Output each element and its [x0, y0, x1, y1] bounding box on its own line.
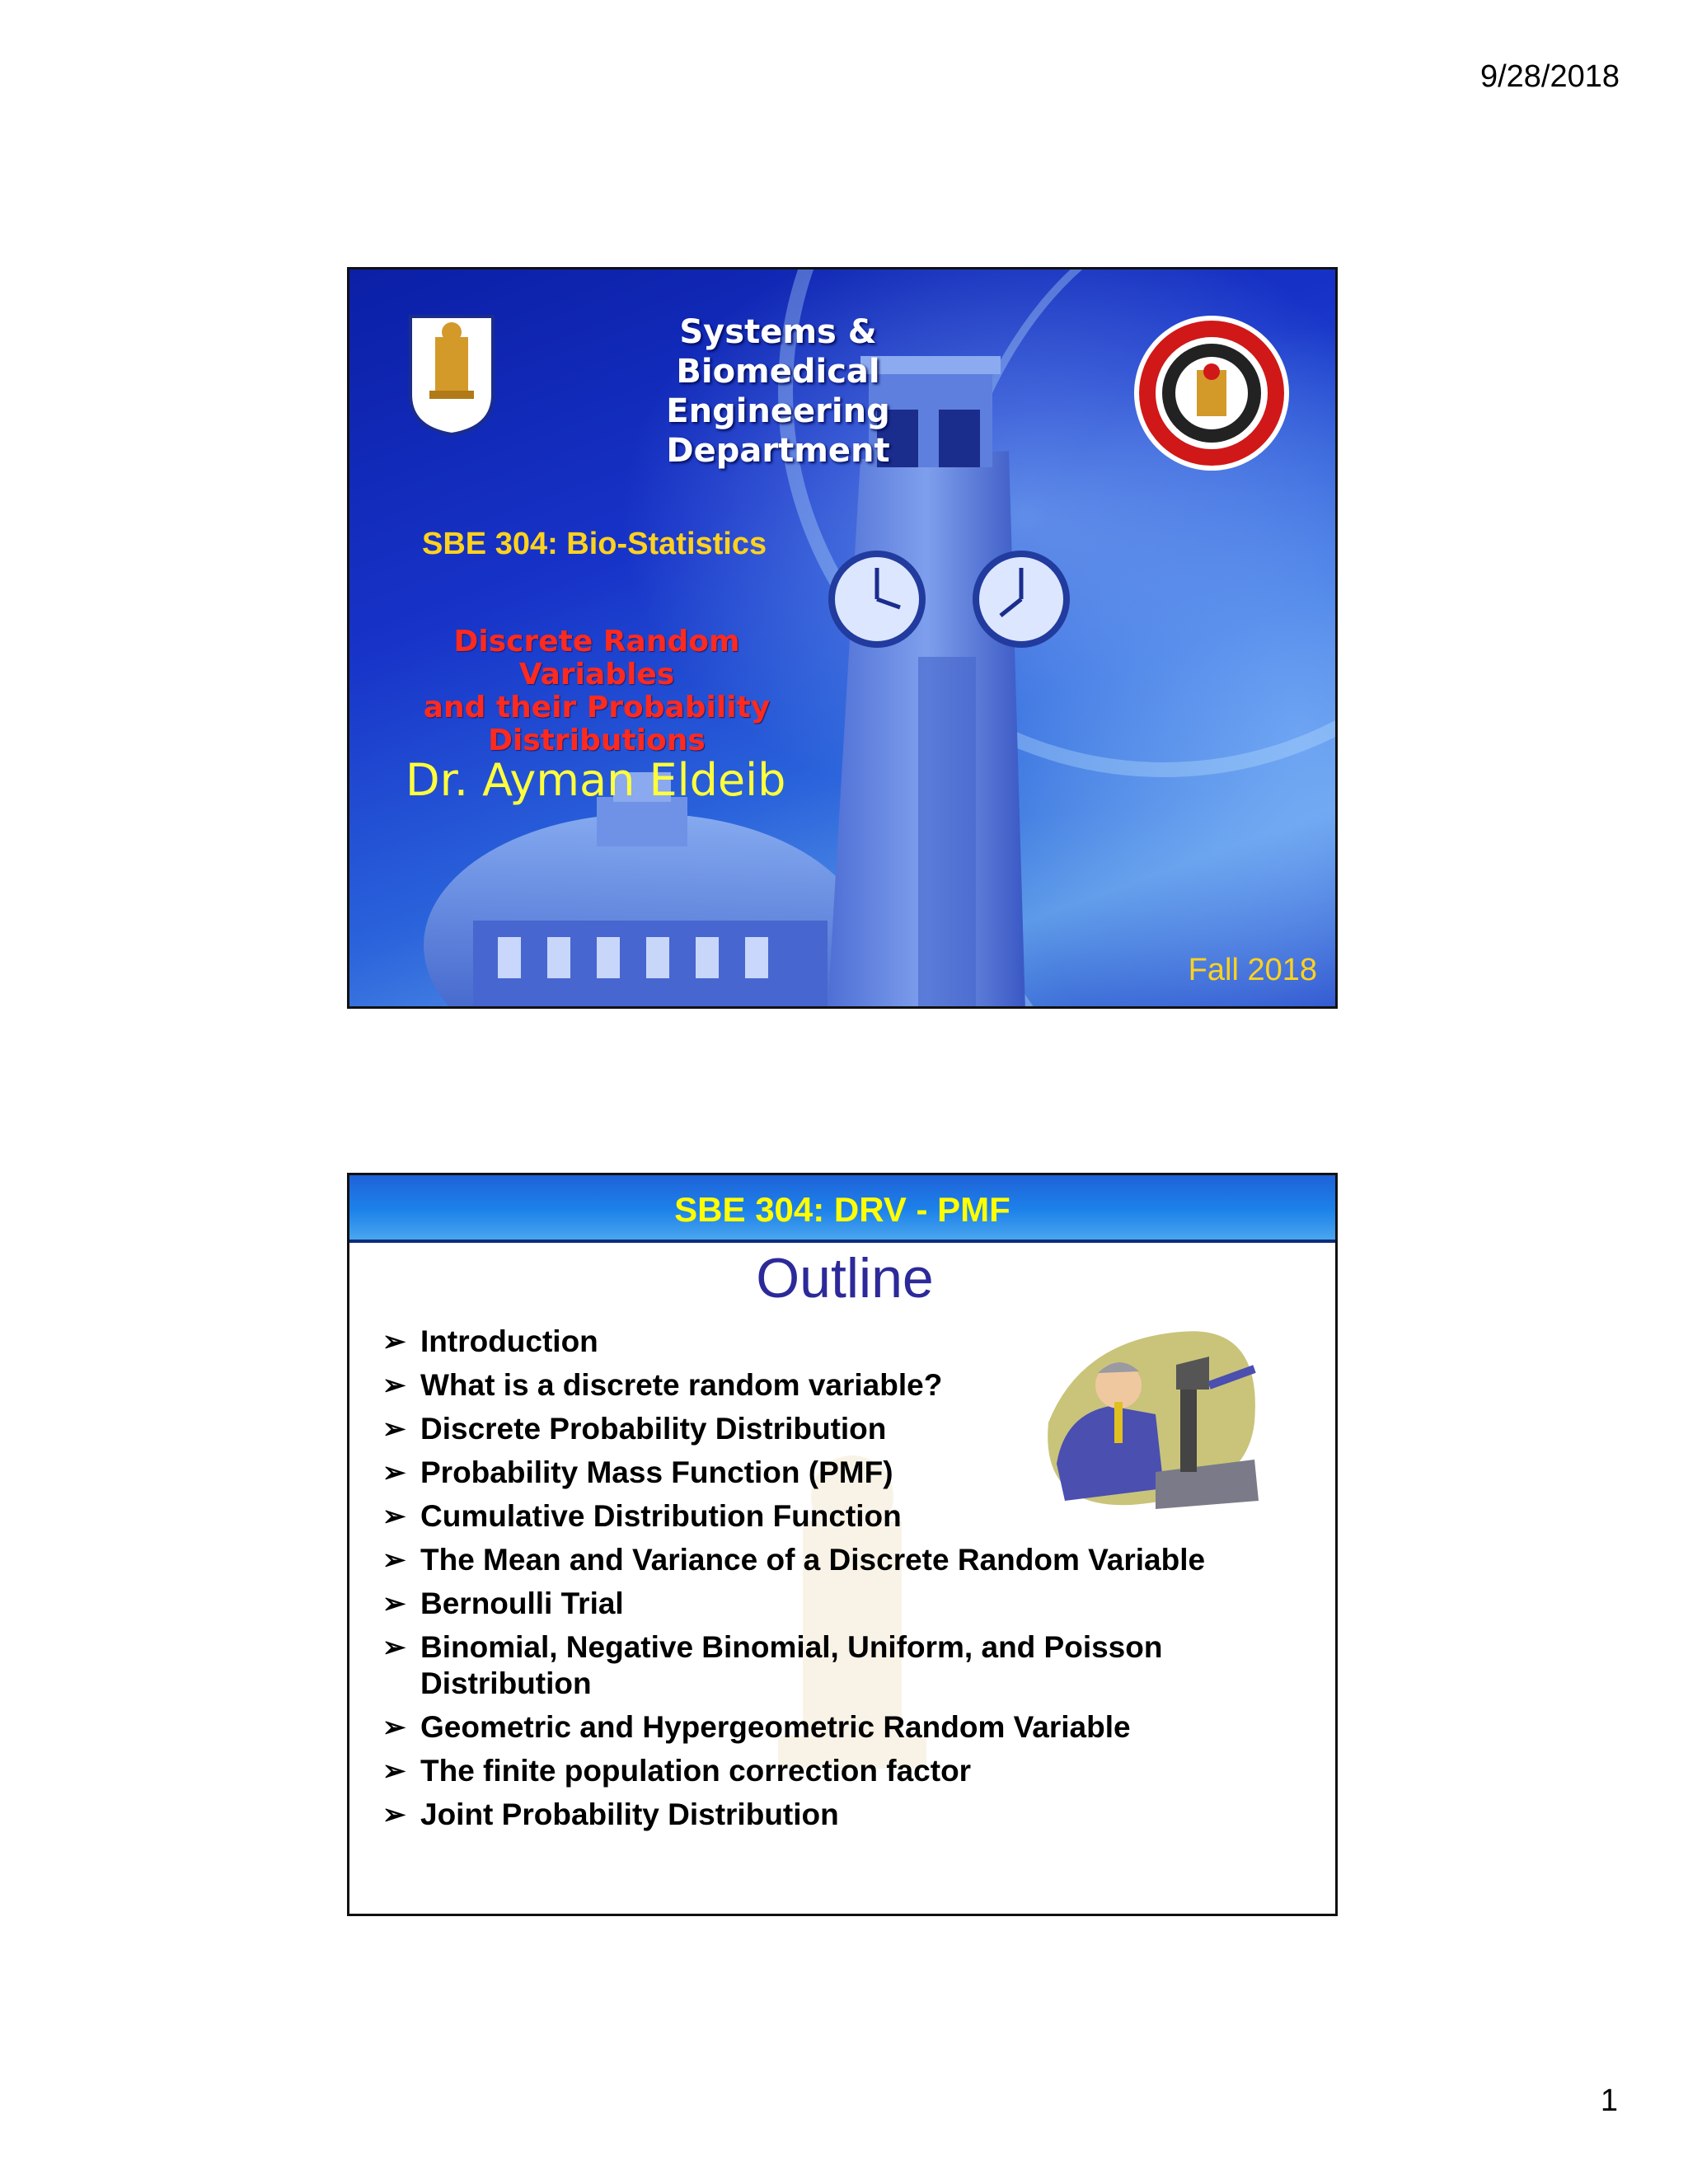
list-item-text: Joint Probability Distribution	[420, 1797, 839, 1831]
author-name: Dr. Ayman Eldeib	[406, 754, 786, 806]
topic-line: and their Probability	[423, 691, 771, 724]
engineering-faculty-seal	[1131, 312, 1292, 474]
outline-list	[382, 1324, 1289, 1840]
arrow-bullet-icon: ➢	[382, 1632, 406, 1663]
list-item-text: Cumulative Distribution Function	[420, 1499, 902, 1533]
arrow-bullet-icon: ➢	[382, 1413, 406, 1445]
arrow-bullet-icon: ➢	[382, 1588, 406, 1619]
outline-slide	[347, 1173, 1338, 1916]
list-item-text: Introduction	[420, 1324, 598, 1358]
list-item-text: What is a discrete random variable?	[420, 1368, 943, 1402]
list-item-text: The finite population correction factor	[420, 1754, 972, 1788]
list-item-text: Discrete Probability Distribution	[420, 1412, 887, 1446]
arrow-bullet-icon: ➢	[382, 1457, 406, 1488]
slide-header-title: SBE 304: DRV - PMF	[674, 1190, 1010, 1229]
list-item-text: Binomial, Negative Binomial, Uniform, and Poisson Distribution	[420, 1630, 1163, 1700]
list-item	[382, 1709, 1289, 1746]
outline-heading: Outline	[756, 1247, 934, 1310]
list-item	[382, 1629, 1245, 1702]
list-item-text: Probability Mass Function (PMF)	[420, 1455, 893, 1489]
list-item-text: Bernoulli Trial	[420, 1586, 624, 1620]
list-item	[382, 1324, 1289, 1360]
arrow-bullet-icon: ➢	[382, 1501, 406, 1532]
title-slide	[347, 267, 1338, 1009]
topic-line: Distributions	[488, 724, 706, 757]
arrow-bullet-icon: ➢	[382, 1799, 406, 1830]
list-item-text: Geometric and Hypergeometric Random Variable	[420, 1710, 1131, 1744]
list-item	[382, 1586, 1289, 1622]
list-item-text: The Mean and Variance of a Discrete Random Variable	[420, 1543, 1206, 1577]
list-item	[382, 1498, 1289, 1535]
list-item	[382, 1542, 1289, 1578]
list-item	[382, 1455, 1289, 1491]
cairo-university-logo	[406, 312, 497, 436]
course-title: SBE 304: Bio-Statistics	[422, 527, 767, 561]
list-item	[382, 1753, 1289, 1789]
arrow-bullet-icon: ➢	[382, 1326, 406, 1357]
arrow-bullet-icon: ➢	[382, 1544, 406, 1576]
page-number: 1	[1600, 2083, 1618, 2118]
list-item	[382, 1367, 1289, 1404]
term-label: Fall 2018	[1188, 953, 1317, 987]
list-item	[382, 1411, 1289, 1447]
list-item	[382, 1797, 1289, 1833]
page-date: 9/28/2018	[1479, 59, 1620, 94]
arrow-bullet-icon: ➢	[382, 1755, 406, 1787]
arrow-bullet-icon: ➢	[382, 1712, 406, 1743]
slide-header-bar	[349, 1175, 1335, 1243]
topic-line: Discrete Random Variables	[453, 625, 740, 691]
arrow-bullet-icon: ➢	[382, 1370, 406, 1401]
department-title: Systems & Biomedical Engineering Department	[666, 313, 890, 470]
lecture-topic	[382, 626, 811, 757]
